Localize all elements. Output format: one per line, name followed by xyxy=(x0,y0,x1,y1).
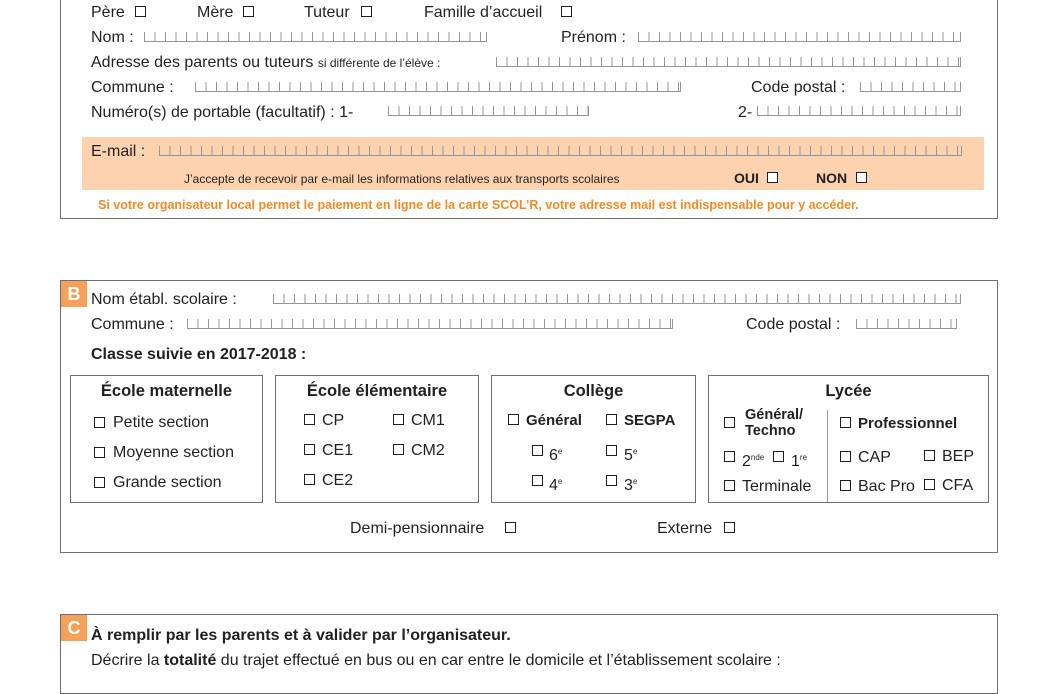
cinquieme-checkbox[interactable] xyxy=(606,445,617,456)
nom-field[interactable] xyxy=(144,32,487,42)
terminale-checkbox[interactable] xyxy=(724,480,735,491)
code-postal-label-a: Code postal : xyxy=(751,79,846,96)
cm2-checkbox[interactable] xyxy=(393,444,404,455)
bac-pro-label: Bac Pro xyxy=(858,478,915,495)
bep-label: BEP xyxy=(942,448,975,465)
desc-prefix: Décrire la xyxy=(91,652,164,669)
etab-field[interactable] xyxy=(273,294,961,304)
sixieme-value: 6 xyxy=(549,447,558,464)
seconde-value: 2 xyxy=(742,453,751,470)
ce1-checkbox[interactable] xyxy=(304,444,315,455)
lycee-general-checkbox[interactable] xyxy=(724,417,735,428)
terminale-label: Terminale xyxy=(742,478,812,495)
prenom-label: Prénom : xyxy=(561,29,626,46)
troisieme-label xyxy=(624,473,637,495)
email-consent-text: J’accepte de recevoir par e-mail les informations relatives aux transports scolaires xyxy=(184,172,620,186)
role-mere-checkbox[interactable] xyxy=(243,6,254,17)
adresse-label-text: Adresse des parents ou tuteurs xyxy=(91,54,314,71)
petite-section-label: Petite section xyxy=(113,414,210,431)
section-b-badge: B xyxy=(61,281,87,307)
cinquieme-label xyxy=(624,443,637,465)
section-c-description xyxy=(91,652,781,670)
lycee-box xyxy=(708,375,989,503)
college-title: Collège xyxy=(563,382,624,400)
code-postal-field-a[interactable] xyxy=(860,82,961,92)
consent-non-checkbox[interactable] xyxy=(856,172,867,183)
premiere-checkbox[interactable] xyxy=(773,451,784,462)
classe-label: Classe suivie en 2017-2018 : xyxy=(91,346,307,363)
externe-checkbox[interactable] xyxy=(724,522,735,533)
maternelle-box xyxy=(70,375,263,503)
quatrieme-sup: e xyxy=(557,477,563,486)
consent-oui-label: OUI xyxy=(734,170,759,186)
consent-oui-checkbox[interactable] xyxy=(767,172,778,183)
etab-label: Nom établ. scolaire : xyxy=(91,291,237,308)
role-pere-checkbox[interactable] xyxy=(135,6,146,17)
portable-label: Numéro(s) de portable (facultatif) : 1- xyxy=(91,104,354,121)
nom-label: Nom : xyxy=(91,29,134,46)
maternelle-title: École maternelle xyxy=(100,382,233,400)
college-general-label: Général xyxy=(526,412,582,429)
demi-pension-checkbox[interactable] xyxy=(505,522,516,533)
college-segpa-checkbox[interactable] xyxy=(606,414,617,425)
cp-checkbox[interactable] xyxy=(304,414,315,425)
sixieme-checkbox[interactable] xyxy=(532,445,543,456)
cp-label: CP xyxy=(322,412,345,429)
adresse-field[interactable] xyxy=(496,57,961,67)
section-c-badge: C xyxy=(61,615,87,641)
cap-checkbox[interactable] xyxy=(840,451,851,462)
cm2-label: CM2 xyxy=(411,442,445,459)
role-famille-label: Famille d’accueil xyxy=(424,4,543,21)
commune-label-b: Commune : xyxy=(91,316,174,333)
desc-bold: totalité xyxy=(163,652,217,669)
section-c-title: À remplir par les parents et à valider par l’organisateur. xyxy=(91,627,511,644)
adresse-note: si différente de l’élève : xyxy=(317,56,441,70)
desc-suffix: du trajet effectué en bus ou en car entre le domicile et l’établissement scolaire : xyxy=(216,652,781,669)
ce2-checkbox[interactable] xyxy=(304,474,315,485)
grande-section-label: Grande section xyxy=(113,474,222,491)
cfa-label: CFA xyxy=(942,477,974,494)
premiere-value: 1 xyxy=(791,453,800,470)
petite-section-checkbox[interactable] xyxy=(94,417,105,428)
portable2-field[interactable] xyxy=(757,106,961,116)
elementaire-box xyxy=(275,375,479,503)
commune-label-a: Commune : xyxy=(91,79,174,96)
quatrieme-checkbox[interactable] xyxy=(532,475,543,486)
sixieme-label xyxy=(549,443,562,465)
consent-non-label: NON xyxy=(816,170,848,186)
moyenne-section-checkbox[interactable] xyxy=(94,447,105,458)
troisieme-sup: e xyxy=(632,477,638,486)
premiere-sup: re xyxy=(799,453,808,462)
elementaire-title: École élémentaire xyxy=(306,382,448,400)
commune-field-b[interactable] xyxy=(187,319,673,329)
cm1-label: CM1 xyxy=(411,412,445,429)
commune-field-a[interactable] xyxy=(195,82,681,92)
code-postal-label-b: Code postal : xyxy=(746,316,841,333)
premiere-label xyxy=(791,449,807,471)
portable1-field[interactable] xyxy=(388,106,589,116)
troisieme-checkbox[interactable] xyxy=(606,475,617,486)
lycee-pro-label: Professionnel xyxy=(858,415,958,432)
demi-pension-label: Demi-pensionnaire xyxy=(350,520,485,537)
lycee-title: Lycée xyxy=(825,382,872,400)
quatrieme-value: 4 xyxy=(549,477,558,494)
moyenne-section-label: Moyenne section xyxy=(113,444,234,461)
seconde-sup: nde xyxy=(750,453,765,462)
ce2-label: CE2 xyxy=(322,472,354,489)
role-tuteur-checkbox[interactable] xyxy=(361,6,372,17)
lycee-divider xyxy=(827,410,828,502)
troisieme-value: 3 xyxy=(624,477,633,494)
bac-pro-checkbox[interactable] xyxy=(840,480,851,491)
prenom-field[interactable] xyxy=(638,32,961,42)
cfa-checkbox[interactable] xyxy=(924,479,935,490)
college-segpa-label: SEGPA xyxy=(624,412,676,429)
college-general-checkbox[interactable] xyxy=(508,414,519,425)
adresse-label xyxy=(91,54,440,72)
lycee-general-label: Général/ Techno xyxy=(745,407,804,439)
grande-section-checkbox[interactable] xyxy=(94,477,105,488)
college-box xyxy=(491,375,696,503)
seconde-label xyxy=(742,449,764,471)
portable2-label: 2- xyxy=(738,104,753,121)
bep-checkbox[interactable] xyxy=(924,450,935,461)
cinquieme-value: 5 xyxy=(624,447,633,464)
email-field[interactable] xyxy=(159,146,962,156)
quatrieme-label xyxy=(549,473,562,495)
role-pere-label: Père xyxy=(91,4,125,21)
code-postal-field-b[interactable] xyxy=(856,319,957,329)
cm1-checkbox[interactable] xyxy=(393,414,404,425)
lycee-pro-checkbox[interactable] xyxy=(840,417,851,428)
seconde-checkbox[interactable] xyxy=(724,451,735,462)
sixieme-sup: e xyxy=(557,447,563,456)
online-payment-warning: Si votre organisateur local permet le paiement en ligne de la carte SCOL’R, votre adresse mail est indispensable pour y accéder. xyxy=(98,198,859,212)
role-mere-label: Mère xyxy=(197,4,234,21)
externe-label: Externe xyxy=(657,520,713,537)
role-tuteur-label: Tuteur xyxy=(304,4,350,21)
cap-label: CAP xyxy=(858,449,891,466)
role-famille-checkbox[interactable] xyxy=(561,6,572,17)
ce1-label: CE1 xyxy=(322,442,354,459)
cinquieme-sup: e xyxy=(632,447,638,456)
email-label: E-mail : xyxy=(91,143,146,160)
